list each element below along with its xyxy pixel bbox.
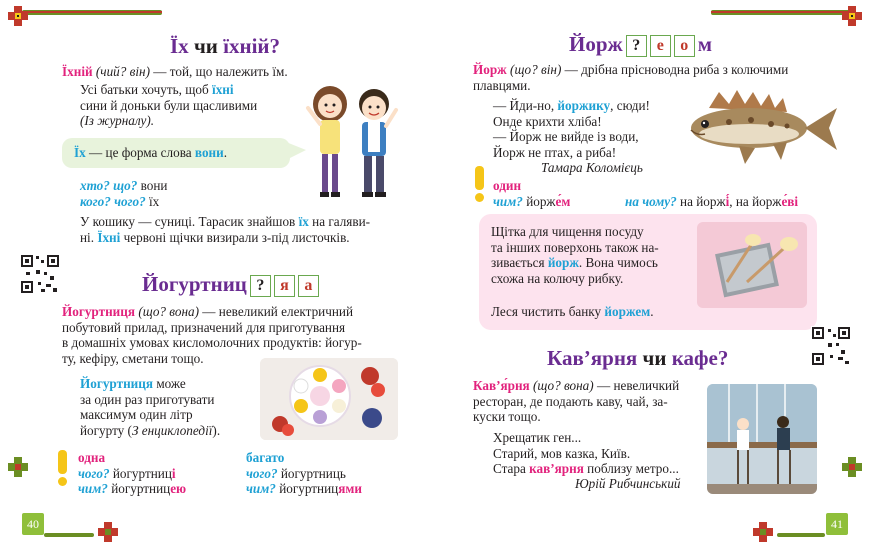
ornament-icon [6, 4, 30, 28]
letter-box: я [274, 275, 295, 297]
yogurt-maker-photo [260, 358, 398, 440]
section-title-yogurtnytsia: Йогуртниц ? я а [142, 272, 319, 297]
qr-code-icon[interactable] [811, 326, 851, 366]
bottle-brush-photo [697, 222, 807, 308]
example-quote: Усі батьки хочуть, щоб їхні сини й доньки були щасливими (Із журналу). [80, 82, 258, 129]
letter-box: ? [626, 35, 647, 57]
page-number: 41 [826, 513, 848, 535]
yorzh-forms: один чим? йорже́м [493, 178, 571, 209]
letter-box: ? [250, 275, 271, 297]
definition-kaviarnia: Кав’я́рня (що? вона) — невеличкий ресторан, де подають каву, чай, за- куски тощо. [473, 378, 680, 425]
poem-kaviarnia: Хрещатик ген... Старий, мов казка, Київ. Стара кав’ярня поблизу метро... [493, 430, 679, 477]
plural-forms: багато чого? йогуртниць чим? йогуртницями [246, 450, 362, 497]
paragraph-sunytsi: У кошику — суниці. Тарасик знайшов їх на галяви- ні. Їхні червоні щічки визирали з-під листочків. [80, 214, 371, 245]
case-forms-ikh: хто? що? вони кого? чого? їх [80, 178, 168, 209]
singular-forms: одна чого? йогуртниці чим? йогуртницею [78, 450, 187, 497]
bottom-border-right [777, 533, 825, 537]
definition-ikhnii: Їхній (чий? він) — той, що належить їм. [62, 64, 288, 79]
poem-yorzh: — Йди-но, йоржику, сюди! Онде крихти хліба! — Йорж не вийде із води, Йорж не птах, а риба! [493, 98, 650, 160]
section-title-yorzh: Йорж ? е о м [569, 32, 713, 56]
top-border-left [22, 10, 162, 15]
children-illustration [298, 80, 408, 208]
ornament-icon [96, 520, 120, 544]
section-title-ikh: Їх чи їхній? [170, 34, 281, 58]
bottom-border-left [44, 533, 94, 537]
attention-icon [58, 450, 68, 486]
ornament-icon [840, 4, 864, 28]
letter-box: а [298, 275, 319, 297]
brush-example: Леся чистить банку йоржем. [491, 304, 654, 319]
example-encyclopedia: Йогуртниця може за один раз приготувати максимум один літр йогурту (З енциклопедії). [80, 376, 221, 438]
qr-code-icon[interactable] [20, 254, 60, 294]
rule-callout-text: Їх — це форма слова вони. [74, 145, 228, 160]
ornament-icon [840, 455, 864, 479]
page-number: 40 [22, 513, 44, 535]
letter-box: е [650, 35, 671, 57]
right-page [435, 0, 870, 553]
cafe-photo [707, 384, 817, 494]
section-title-kaviarnia: Кав’ярня чи кафе? [547, 346, 729, 370]
attention-icon [475, 166, 485, 202]
poem-author: Тамара Коломієць [541, 160, 643, 175]
definition-yogurtnytsia: Йогуртниця (що? вона) — невеликий електричний побутовий прилад, призначений для приготування в домашніх умовах кисломолочних продуктів: йогур- ту, кефіру, сметани тощо. [62, 304, 362, 366]
definition-yorzh: Йорж (що? він) — дрібна прісноводна риба з колючими плавцями. [473, 62, 789, 93]
letter-box: о [674, 35, 695, 57]
yorzh-locative-forms: на чому? на йоржі́, на йорже́ві [625, 194, 799, 209]
ruffe-fish-photo [679, 86, 839, 172]
poem-author: Юрій Рибчинський [575, 476, 681, 491]
ornament-icon [6, 455, 30, 479]
ornament-icon [751, 520, 775, 544]
brush-info-text: Щітка для чищення посуду та інших поверхонь також на- зивається йорж. Вона чимось схожа на колючу рибку. [491, 224, 659, 286]
top-border-right [711, 10, 851, 15]
